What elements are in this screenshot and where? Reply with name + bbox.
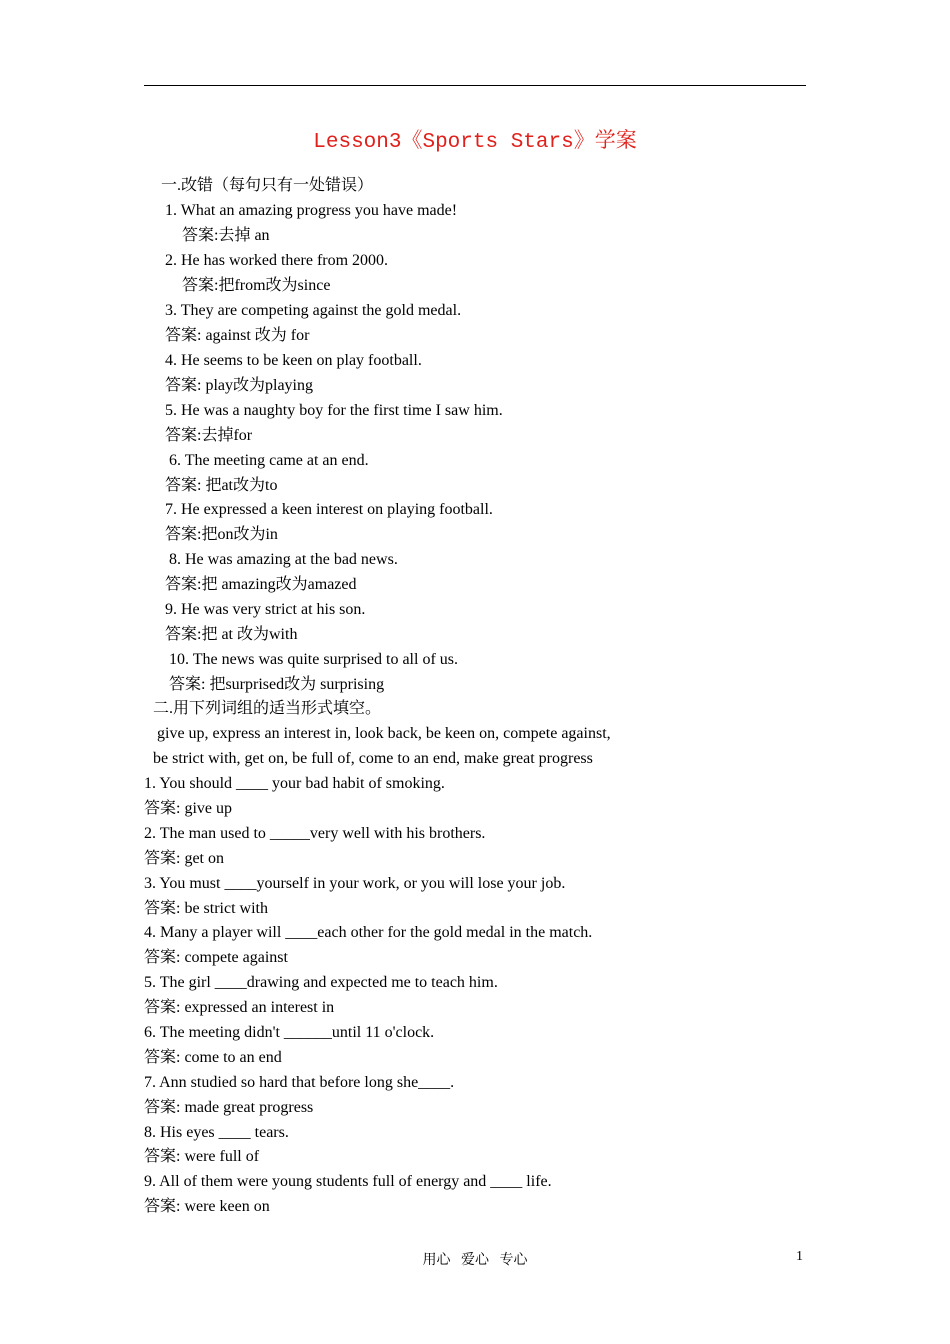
s2-answer-1: 答案: give up: [144, 800, 232, 817]
s1-answer-6: 答案: 把at改为to: [165, 477, 278, 494]
s1-answer-1: 答案:去掉 an: [182, 227, 270, 244]
s2-question-4: 4. Many a player will ____each other for the gold medal in the match.: [144, 924, 593, 941]
s1-answer-3: 答案: against 改为 for: [165, 327, 310, 344]
section2-heading: 二.用下列词组的适当形式填空。: [153, 700, 382, 717]
phrase-bank-line-2: be strict with, get on, be full of, come to an end, make great progress: [153, 750, 593, 767]
s2-question-7: 7. Ann studied so hard that before long she____.: [144, 1074, 455, 1091]
s2-answer-7: 答案: made great progress: [144, 1099, 314, 1116]
s1-question-2: 2. He has worked there from 2000.: [165, 252, 389, 269]
s1-question-9: 9. He was very strict at his son.: [165, 601, 366, 618]
s1-answer-9: 答案:把 at 改为with: [165, 626, 298, 643]
s1-question-10: 10. The news was quite surprised to all of us.: [169, 651, 458, 668]
page-number: 1: [796, 1249, 803, 1264]
phrase-bank-line-1: give up, express an interest in, look back, be keen on, compete against,: [157, 725, 611, 742]
s2-question-5: 5. The girl ____drawing and expected me to teach him.: [144, 974, 498, 991]
s2-answer-8: 答案: were full of: [144, 1148, 260, 1165]
s1-question-1: 1. What an amazing progress you have made!: [165, 202, 458, 219]
s2-answer-9: 答案: were keen on: [144, 1198, 270, 1215]
s1-question-5: 5. He was a naughty boy for the first time I saw him.: [165, 402, 503, 419]
s1-question-7: 7. He expressed a keen interest on playing football.: [165, 501, 493, 518]
s1-answer-8: 答案:把 amazing改为amazed: [165, 576, 357, 593]
s2-question-9: 9. All of them were young students full of energy and ____ life.: [144, 1173, 552, 1190]
s2-answer-4: 答案: compete against: [144, 949, 288, 966]
document-title: Lesson3《Sports Stars》学案: [313, 131, 637, 154]
s2-answer-6: 答案: come to an end: [144, 1049, 282, 1066]
footer-motto: 用心 爱心 专心: [422, 1253, 528, 1268]
s1-answer-4: 答案: play改为playing: [165, 377, 313, 394]
s2-answer-5: 答案: expressed an interest in: [144, 999, 335, 1016]
s1-question-4: 4. He seems to be keen on play football.: [165, 352, 422, 369]
s1-answer-2: 答案:把from改为since: [182, 277, 331, 294]
header-rule: [144, 85, 806, 86]
s1-question-6: 6. The meeting came at an end.: [169, 452, 369, 469]
s1-answer-5: 答案:去掉for: [165, 427, 253, 444]
s1-answer-10: 答案: 把surprised改为 surprising: [169, 676, 385, 693]
s2-question-1: 1. You should ____ your bad habit of smoking.: [144, 775, 445, 792]
s2-answer-3: 答案: be strict with: [144, 900, 268, 917]
s1-question-8: 8. He was amazing at the bad news.: [169, 551, 398, 568]
s1-answer-7: 答案:把on改为in: [165, 526, 278, 543]
s2-answer-2: 答案: get on: [144, 850, 224, 867]
s2-question-8: 8. His eyes ____ tears.: [144, 1124, 289, 1141]
s1-question-3: 3. They are competing against the gold medal.: [165, 302, 462, 319]
s2-question-2: 2. The man used to _____very well with his brothers.: [144, 825, 486, 842]
s2-question-6: 6. The meeting didn't ______until 11 o'clock.: [144, 1024, 435, 1041]
s2-question-3: 3. You must ____yourself in your work, or you will lose your job.: [144, 875, 566, 892]
section1-heading: 一.改错（每句只有一处错误）: [161, 177, 374, 194]
